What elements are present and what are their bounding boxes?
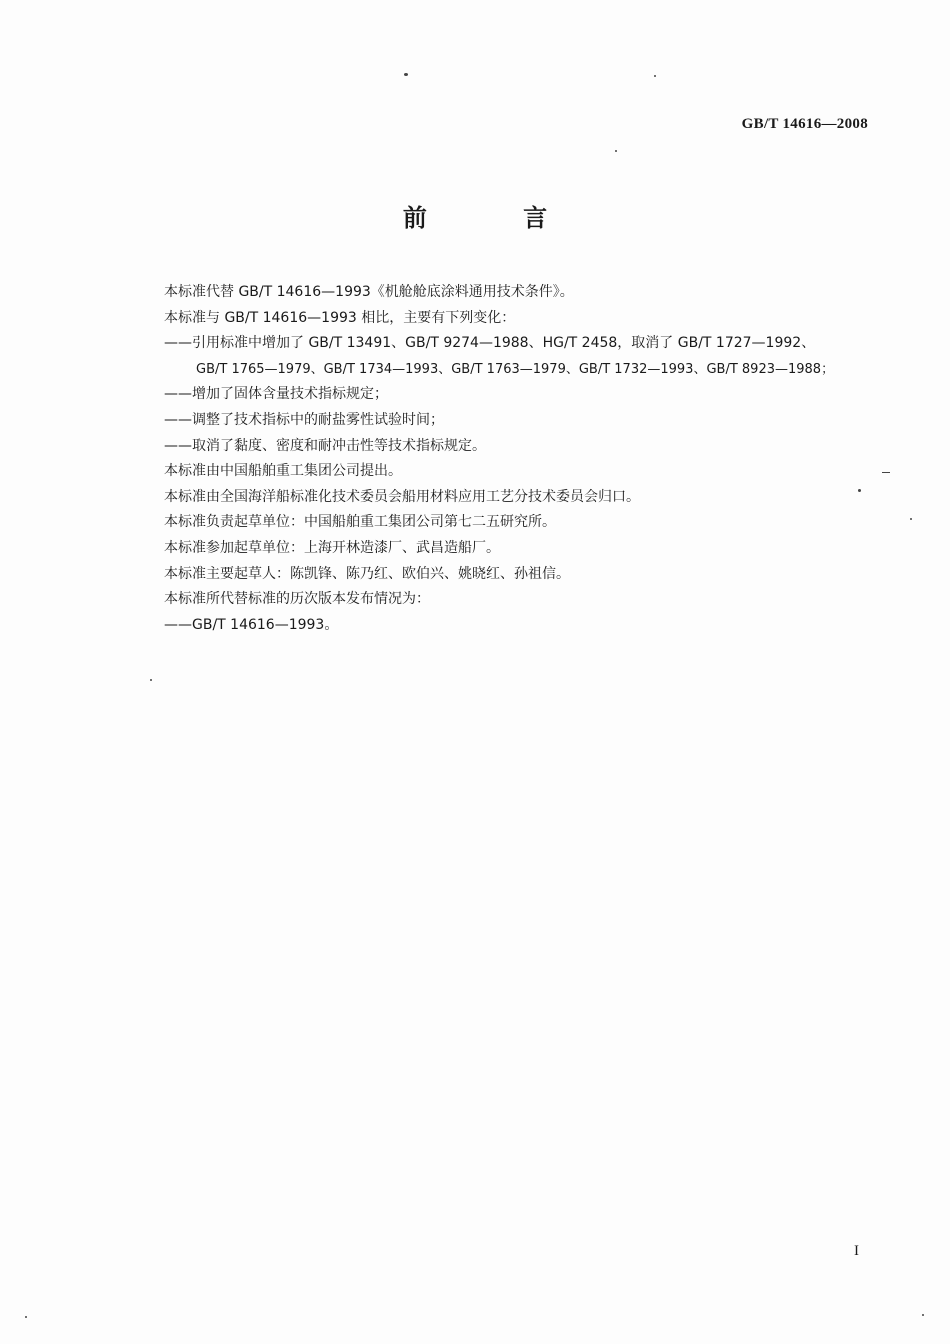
history-item-1993: ——GB/T 14616—1993。 [164,616,339,633]
page-title: 前 言 [402,204,592,232]
change-item-references-continued: GB/T 1765—1979、GB/T 1734—1993、GB/T 1763—1979、GB/T 1732—1993、GB/T 8923—1988； [196,361,835,377]
scan-speck [858,489,861,492]
scan-speck [910,518,912,520]
paragraph-replaces: 本标准代替 GB/T 14616—1993《机舱舱底涂料通用技术条件》。 [164,284,574,300]
change-item-solids: ——增加了固体含量技术指标规定； [164,386,388,403]
standard-code: GB/T 14616—2008 [741,116,868,132]
change-item-removed: ——取消了黏度、密度和耐冲击性等技术指标规定。 [164,437,486,454]
paragraph-changes-intro: 本标准与 GB/T 14616—1993 相比，主要有下列变化： [164,309,516,326]
scan-speck [150,679,152,681]
paragraph-history-intro: 本标准所代替标准的历次版本发布情况为： [164,591,430,608]
paragraph-centralized: 本标准由全国海洋船标准化技术委员会船用材料应用工艺分技术委员会归口。 [164,488,640,505]
scan-speck [404,73,408,76]
page-number: I [854,1243,859,1259]
scan-speck [922,1314,924,1316]
paragraph-drafters: 本标准主要起草人：陈凯锋、陈乃红、欧伯兴、姚晓红、孙祖信。 [164,565,570,582]
scan-speck [615,150,617,152]
scan-speck [882,472,890,473]
change-item-salt-spray: ——调整了技术指标中的耐盐雾性试验时间； [164,411,444,428]
paragraph-proposed-by: 本标准由中国船舶重工集团公司提出。 [164,463,402,480]
scan-speck [25,1316,27,1318]
paragraph-drafting-unit: 本标准负责起草单位：中国船舶重工集团公司第七二五研究所。 [164,514,556,531]
change-item-references: ——引用标准中增加了 GB/T 13491、GB/T 9274—1988、HG/T 2458，取消了 GB/T 1727—1992、 [164,335,816,352]
paragraph-participating-units: 本标准参加起草单位：上海开林造漆厂、武昌造船厂。 [164,539,500,556]
foreword-body [164,280,884,638]
scan-speck [654,75,656,77]
